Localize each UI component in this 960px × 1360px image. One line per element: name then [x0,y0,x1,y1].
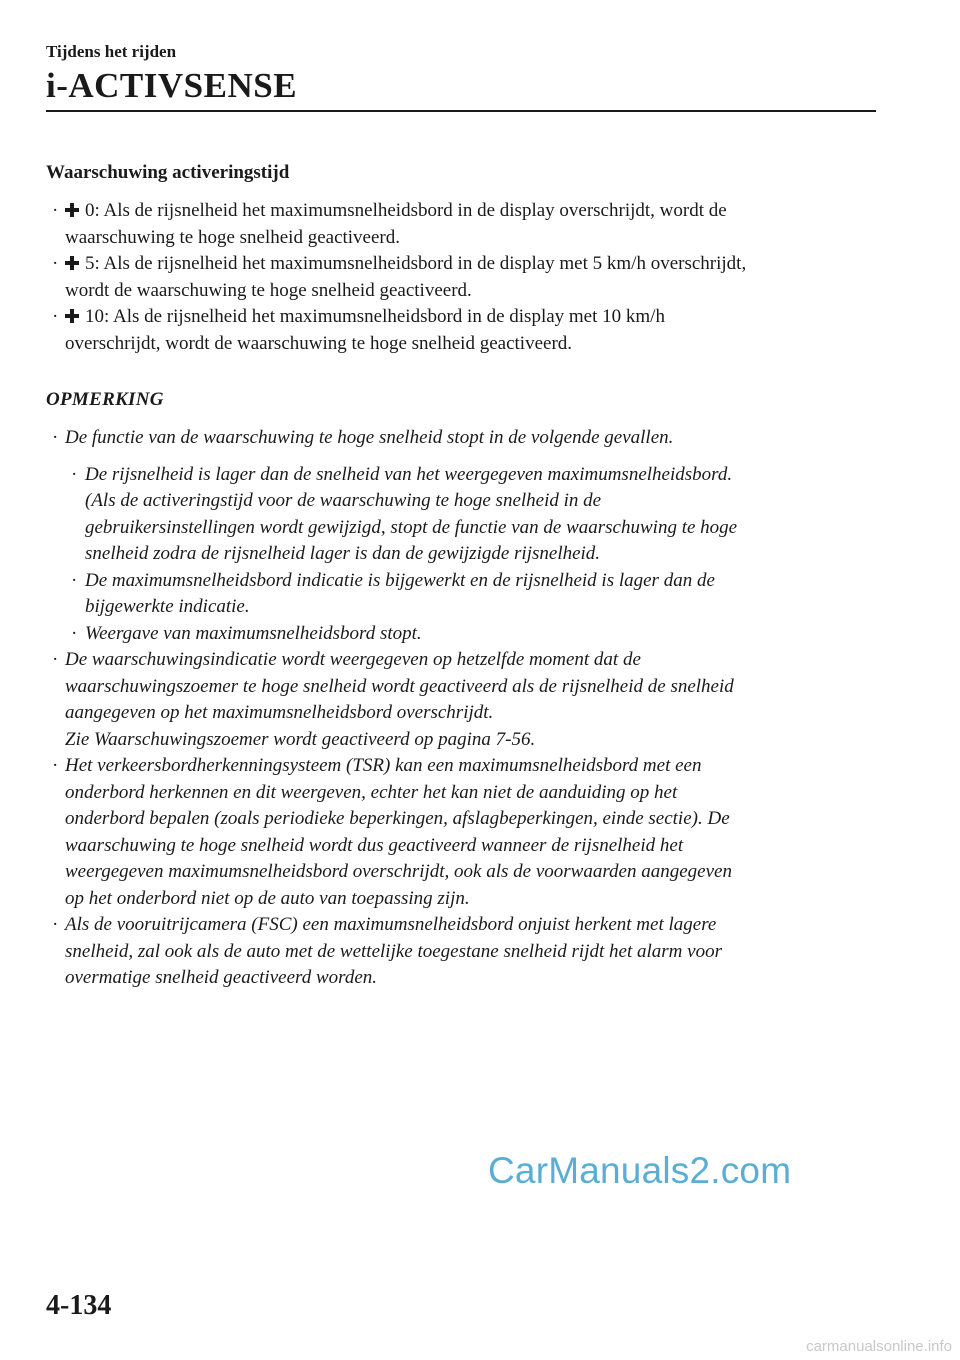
bullet-dot: · [52,253,59,274]
setting-bullet [46,198,876,251]
bullet-dot: · [71,569,78,591]
note-title: OPMERKING [46,389,164,410]
text-line: 10: Als de rijsnelheid het maximumsnelheidsbord in de display met 10 km/h [85,306,665,327]
note-sub-item [65,621,876,648]
text-line: 0: Als de rijsnelheid het maximumsnelheidsbord in de display overschrijdt, wordt de [85,200,727,221]
plus-icon [65,309,79,323]
page-header [46,42,876,108]
text-line: Weergave van maximumsnelheidsbord stopt. [85,622,422,644]
section-label: Tijdens het rijden [46,42,177,61]
note-item [46,425,876,647]
bullet-dot: · [71,463,78,485]
note-sub-list [65,462,876,648]
text-line: gebruikersinstellingen wordt gewijzigd, stopt de functie van de waarschuwing te hoge [85,516,738,538]
text-line: Het verkeersbordherkenningsysteem (TSR) kan een maximumsnelheidsbord met een [65,755,702,776]
text-line: aangegeven op het maximumsnelheidsbord overschrijdt. [65,702,494,723]
bullet-dot: · [52,649,59,670]
setting-bullet [46,304,876,357]
text-line: snelheid zodra de rijsnelheid lager is dan de gewijzigde rijsnelheid. [85,543,601,564]
bullet-dot: · [52,427,59,448]
note-item [46,647,876,753]
bullet-dot: · [52,755,59,776]
bullet-dot: · [52,200,59,221]
text-line: 5: Als de rijsnelheid het maximumsnelheidsbord in de display met 5 km/h overschrijdt, [85,253,747,274]
text-line: op het onderbord niet op de auto van toepassing zijn. [65,887,470,909]
plus-icon [65,203,79,217]
plus-icon [65,256,79,270]
text-line: De waarschuwingsindicatie wordt weergegeven op hetzelfde moment dat de [65,649,641,670]
text-line: waarschuwingszoemer te hoge snelheid wordt geactiveerd als de rijsnelheid de snelheid [65,675,734,697]
watermark-logo: CarManuals2.com [488,1150,792,1191]
text-line: (Als de activeringstijd voor de waarschuwing te hoge snelheid in de [85,490,602,511]
text-line: waarschuwing te hoge snelheid wordt dus geactiveerd wanneer de rijsnelheid het [65,834,684,856]
text-line: onderbord bepalen (zoals periodieke beperkingen, afslagbeperkingen, einde sectie). De [65,808,730,829]
bullet-dot: · [52,306,59,327]
text-line: De maximumsnelheidsbord indicatie is bijgewerkt en de rijsnelheid is lager dan de [85,569,715,591]
text-line: snelheid, zal ook als de auto met de wettelijke toegestane snelheid rijdt het alarm voor [65,940,722,962]
text-line: wordt de waarschuwing te hoge snelheid geactiveerd. [65,279,472,301]
text-line: weergegeven maximumsnelheidsbord overschrijdt, ook als de voorwaarden aangegeven [65,861,732,882]
note-item [46,912,876,992]
footer-site-label: carmanualsonline.info [806,1338,952,1355]
note-item [46,753,876,912]
note-sub-item [65,568,876,621]
text-line: bijgewerkte indicatie. [85,596,250,617]
page-content [46,160,876,992]
text-line: waarschuwing te hoge snelheid geactiveerd. [65,226,401,248]
bullet-dot: · [52,914,59,935]
text-line: onderbord herkennen en dit weergeven, echter het kan niet de aanduiding op het [65,781,678,803]
note-list [46,425,876,992]
text-line: De functie van de waarschuwing te hoge snelheid stopt in de volgende gevallen. [65,427,674,448]
setting-bullet-list [46,198,876,357]
setting-bullet [46,251,876,304]
bullet-dot: · [71,622,78,644]
text-line: Zie Waarschuwingszoemer wordt geactiveerd op pagina 7-56. [65,728,536,750]
text-line: De rijsnelheid is lager dan de snelheid van het weergegeven maximumsnelheidsbord. [85,463,733,485]
page-number: 4-134 [46,1290,112,1321]
text-line: overmatige snelheid geactiveerd worden. [65,967,377,988]
section-heading: Waarschuwing activeringstijd [46,162,290,183]
note-sub-item [65,462,876,568]
chapter-title: i-ACTIVSENSE [46,66,298,105]
text-line: overschrijdt, wordt de waarschuwing te hoge snelheid geactiveerd. [65,332,573,354]
text-line: Als de vooruitrijcamera (FSC) een maximumsnelheidsbord onjuist herkent met lagere [65,914,717,935]
header-divider [46,110,876,112]
